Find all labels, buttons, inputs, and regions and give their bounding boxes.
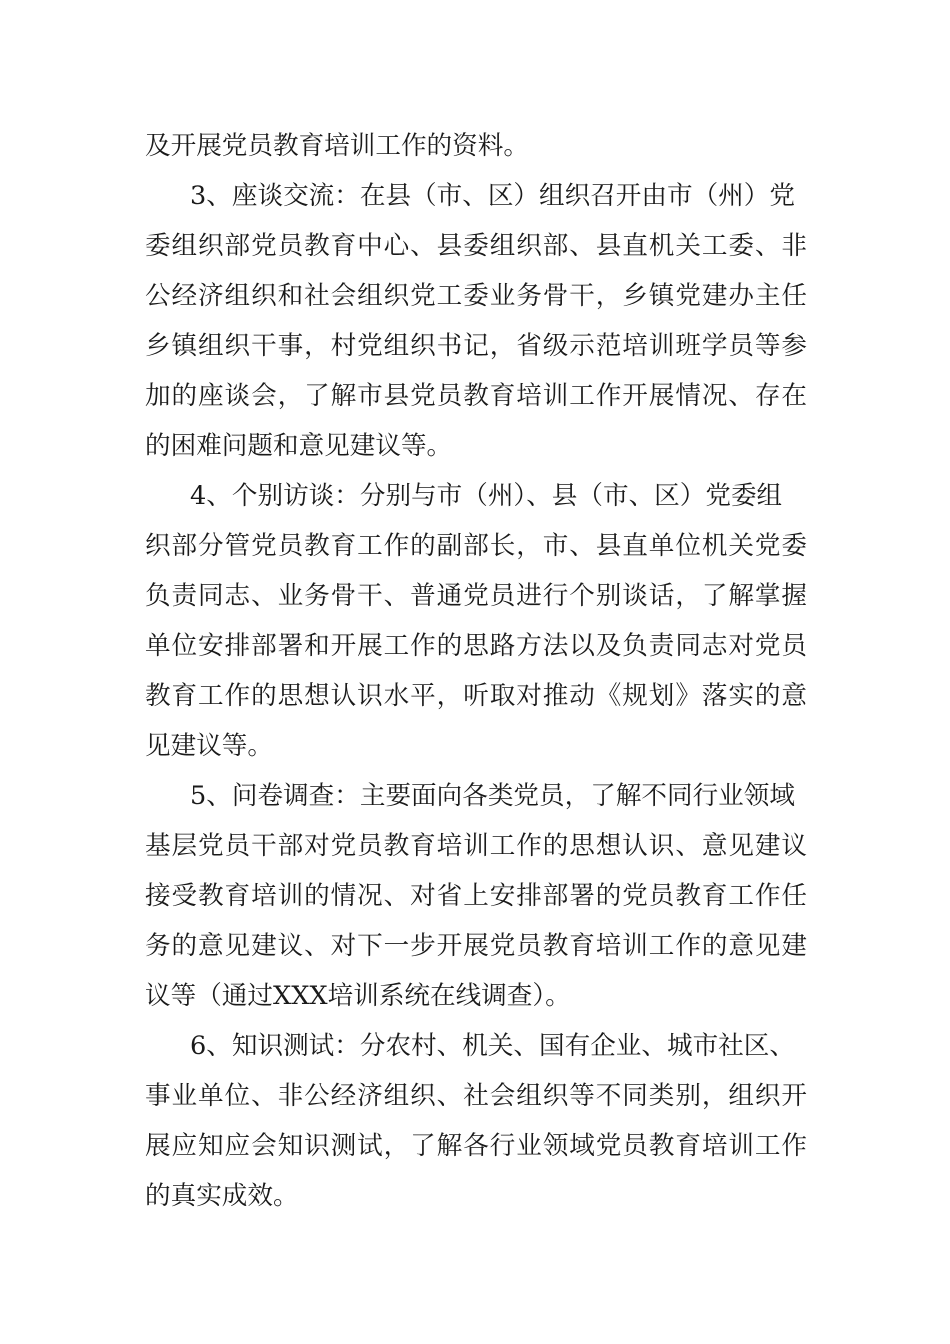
text-line: 及开展党员教育培训工作的资料。: [145, 131, 529, 161]
text-line: 加的座谈会，了解市县党员教育培训工作开展情况、存在: [145, 381, 807, 411]
text-line: 的真实成效。: [145, 1181, 299, 1211]
text-line: 负责同志、业务骨干、普通党员进行个别谈话，了解掌握: [145, 581, 807, 611]
paragraph-first-line: 6、知识测试：分农村、机关、国有企业、城市社区、: [190, 1031, 795, 1061]
text-line: 乡镇组织干事，村党组织书记，省级示范培训班学员等参: [145, 331, 807, 361]
text-line: 基层党员干部对党员教育培训工作的思想认识、意见建议: [145, 831, 807, 861]
paragraph-first-line: 5、问卷调查：主要面向各类党员，了解不同行业领域: [190, 781, 795, 811]
text-line: 单位安排部署和开展工作的思路方法以及负责同志对党员: [145, 631, 807, 661]
paragraph-first-line: 4、个别访谈：分别与市（州）、县（市、区）党委组: [190, 481, 783, 511]
text-line: 的困难问题和意见建议等。: [145, 431, 453, 461]
text-line: 展应知应会知识测试，了解各行业领域党员教育培训工作: [145, 1131, 807, 1161]
text-line: 教育工作的思想认识水平，听取对推动《规划》落实的意: [145, 681, 807, 711]
text-line: 接受教育培训的情况、对省上安排部署的党员教育工作任: [145, 881, 807, 911]
text-line: 公经济组织和社会组织党工委业务骨干，乡镇党建办主任: [145, 281, 807, 311]
paragraph-first-line: 3、座谈交流：在县（市、区）组织召开由市（州）党: [190, 181, 795, 211]
text-line: 议等（通过XXX培训系统在线调查）。: [145, 981, 571, 1011]
text-line: 见建议等。: [145, 731, 273, 761]
text-line: 事业单位、非公经济组织、社会组织等不同类别，组织开: [145, 1081, 807, 1111]
text-line: 委组织部党员教育中心、县委组织部、县直机关工委、非: [145, 231, 807, 261]
text-line: 务的意见建议、对下一步开展党员教育培训工作的意见建: [145, 931, 807, 961]
text-line: 织部分管党员教育工作的副部长，市、县直单位机关党委: [145, 531, 807, 561]
